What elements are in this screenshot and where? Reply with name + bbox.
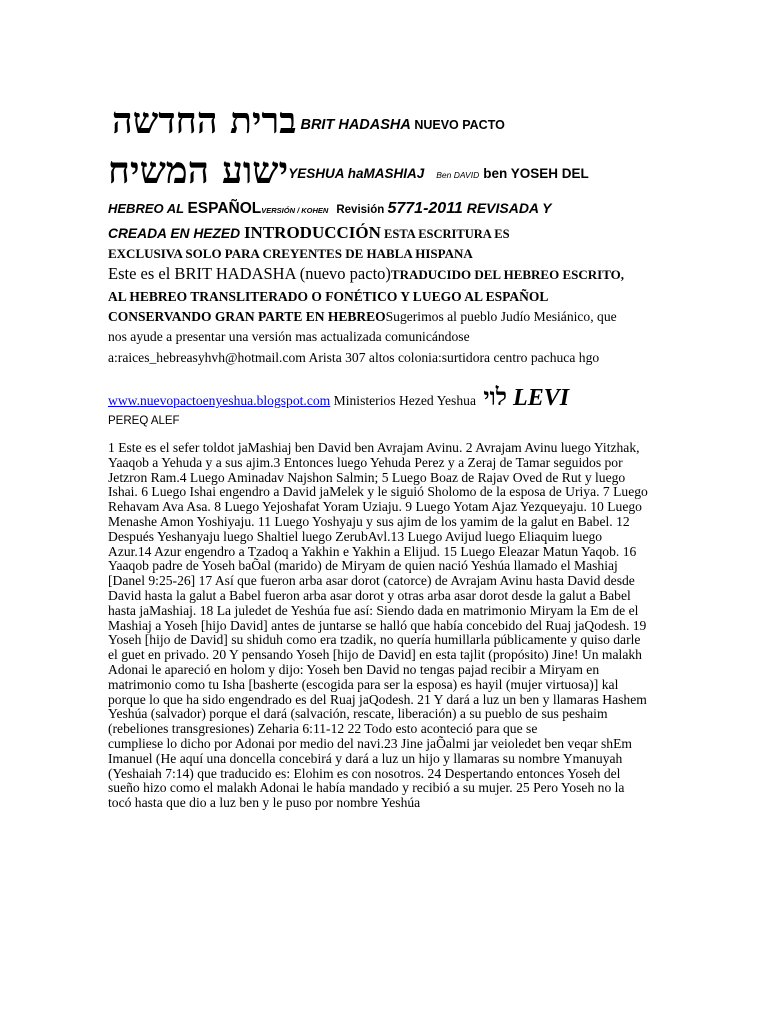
title-line-1	[112, 100, 505, 142]
body-line: (rebeliones transgresiones) Zeharia 6:11-12 22 Todo esto aconteció para que se	[108, 721, 538, 737]
body-line: Después Yeshanyaju luego Shaltiel luego ZerubAvl.13 Luego Avijud luego Eliaquim luego	[108, 528, 603, 544]
body-line: Yaaqob padre de Yoseh baÕal (marido) de Miryam de quien nació Yeshúa llamado el Mashiaj	[108, 558, 618, 574]
conservando-label: CONSERVANDO GRAN PARTE EN HEBREO	[108, 309, 386, 324]
title-line-2	[108, 148, 589, 193]
revision-label: Revisión	[336, 204, 388, 216]
body-line: Mashiaj a Yoseh [hijo David] antes de juntarse se halló que había concebido del Ruaj jaQodesh. 19	[108, 617, 647, 633]
chapter-heading: PEREQ ALEF	[108, 415, 180, 427]
intro-contact-line: a:raices_hebreasyhvh@hotmail.com Arista 307 altos colonia:surtidora centro pachuca hgo	[108, 350, 600, 365]
introduccion-heading: INTRODUCCIÓN	[243, 223, 381, 242]
brit-hadasha-statement: Este es el BRIT HADASHA (nuevo pacto)	[108, 264, 391, 283]
body-line: Azur.14 Azur engendro a Tzadoq a Yakhin e Yakhin a Elijud. 15 Luego Eleazar Matun Yaqob. 16	[108, 543, 637, 559]
hebrew-levi: לוי	[483, 382, 508, 411]
body-line: tocó hasta que dio a luz ben y le puso por nombre Yeshúa	[108, 795, 421, 811]
sugerimos-text: Sugerimos al pueblo Judío Mesiánico, que	[385, 309, 617, 324]
body-line: [Danel 9:25-26] 17 Así que fueron arba asar dorot (catorce) de Avrajam Avinu hasta David desde	[108, 573, 635, 589]
title-line-3	[108, 200, 552, 218]
body-line: Yeshúa (salvador) porque el dará (salvación, rescate, liberación) a su pueblo de sus peshaim	[108, 706, 608, 722]
intro-line-5: nos ayude a presentar una versión mas actualizada comunicándose	[108, 329, 470, 344]
body-line: Yoseh [hijo de David] su shiduh como era tzadik, no quería humillarla públicamente y quiso darle	[108, 632, 641, 648]
intro-line-4	[108, 308, 617, 326]
ben-yoseh-del-label: ben YOSEH DEL	[483, 166, 589, 181]
body-line: 1 Este es el sefer toldot jaMashiaj ben David ben Avrajam Avinu. 2 Avrajam Avinu luego Yitzhak,	[108, 440, 640, 455]
body-line: Rehavam Ava Asa. 8 Luego Yejoshafat Yoram Uziaju. 9 Luego Yotam Ajaz Yezqueyaju. 10 Luego	[108, 499, 642, 515]
levi-label: LEVI	[507, 385, 570, 411]
body-line: Adonai le apareció en holom y dijo: Yoseh ben David no tengas pajad recibir a Miryam en	[108, 661, 600, 677]
ben-david-label: Ben DAVID	[436, 170, 480, 180]
ministerios-text: Ministerios Hezed Yeshua	[330, 393, 480, 408]
year-label: 5771-2011	[387, 200, 463, 217]
body-line: matrimonio como tu Isha [basherte (escogida para ser la esposa) es hayil (mujer virtuosa)] kal	[108, 676, 619, 692]
nuevo-pacto-label: NUEVO PACTO	[410, 118, 505, 132]
yeshua-hamashiaj-label: YESHUA haMASHIAJ	[288, 166, 425, 181]
body-line: Jetzron Ram.4 Luego Aminadav Najshon Salmin; 5 Luego Boaz de Rajav Oved de Rut y luego	[108, 469, 626, 485]
revisada-label: REVISADA Y	[462, 200, 552, 216]
hebrew-title-brit-hadasha: ברית החדשה	[112, 100, 297, 142]
body-line: cumpliese lo dicho por Adonai por medio del navi.23 Jine jaÕalmi jar veioledet ben veqar shEm	[108, 735, 632, 751]
esta-escritura-label: ESTA ESCRITURA ES	[380, 227, 510, 241]
title-line-4	[108, 223, 510, 243]
brit-hadasha-label: BRIT HADASHA	[300, 117, 411, 133]
hebrew-title-yeshua-hamashiaj: ישוע המשיח	[108, 148, 289, 192]
traducido-label: TRADUCIDO DEL HEBREO ESCRITO,	[390, 267, 624, 282]
hebreo-al-label: HEBREO AL	[108, 201, 188, 216]
body-line: porque lo que ha sido engendrado es del Ruaj jaQodesh. 21 Y dará a luz un ben y llamaras Hashem	[108, 691, 647, 707]
body-line: sueño hizo como el malakh Adonai le había mandado y recibió a su mujer. 25 Pero Yoseh no la	[108, 780, 625, 796]
body-line: hasta jaMashiaj. 18 La juledet de Yeshúa fue así: Siendo dada en matrimonio Miryam la Em de el	[108, 602, 639, 618]
body-line: Ishai. 6 Luego Ishai engendro a David jaMelek y le siguió Sholomo de la esposa de Uriya. 7 Luego	[108, 484, 648, 500]
link-line	[108, 382, 569, 412]
intro-line-3: AL HEBREO TRANSLITERADO O FONÉTICO Y LUEGO AL ESPAÑOL	[108, 289, 549, 304]
body-line: David hasta la galut a Babel fueron arba asar dorot y otras arba asar dorot desde la galut a Babel	[108, 587, 631, 603]
creada-en-hezed-label: CREADA EN HEZED	[108, 226, 244, 241]
body-line: Imanuel (He aquí una doncella concebirá y dará a luz un hijo y llamaras su nombre Ymanuyah	[108, 750, 623, 766]
intro-line-2	[108, 264, 624, 284]
body-line: Yaaqob a Yehuda y a sus ajim.3 Entonces luego Yehuda Perez y a Zeraj de Tamar seguidos por	[108, 454, 623, 470]
espanol-label: ESPAÑOL	[187, 200, 262, 217]
body-line: (Yeshaiah 7:14) que traducido es: Elohim es con nosotros. 24 Despertando entonces Yoseh del	[108, 765, 621, 781]
body-line: Menashe Amon Yoshiyaju. 11 Luego Yoshyaju y sus ajim de los yamim de la galut en Babel. 12	[108, 513, 630, 529]
intro-line-1: EXCLUSIVA SOLO PARA CREYENTES DE HABLA HISPANA	[108, 246, 473, 261]
version-kohen-label: VERSIÓN / KOHEN	[261, 206, 329, 215]
body-text	[108, 441, 668, 811]
blog-link[interactable]: www.nuevopactoenyeshua.blogspot.com	[108, 393, 331, 408]
body-line: el guet en privado. 20 Y pensando Yoseh [hijo de David] en esta tajlit (propósito) Jine! Un malakh	[108, 647, 642, 663]
